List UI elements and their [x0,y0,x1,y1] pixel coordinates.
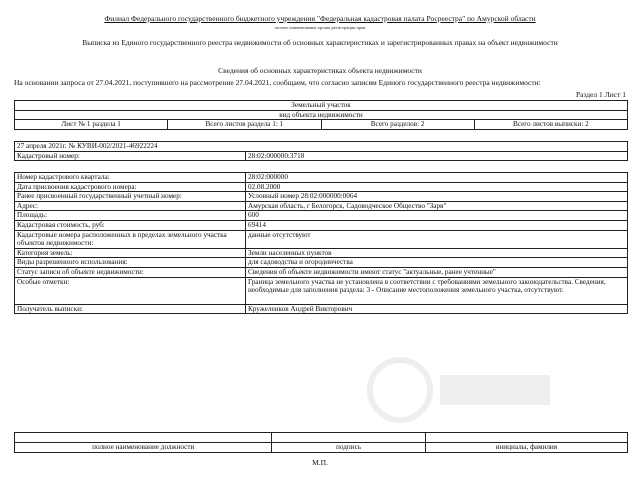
table-row [15,304,628,314]
row-label: Особые отметки: [15,277,246,304]
signature-position-blank [15,433,272,443]
row-value: 28:02:000000 [246,173,628,183]
organization-name: Филиал Федерального государственного бюджетного учреждения "Федеральная кадастровая палата Росреестра" по Амурской области [104,14,536,23]
signature-caption: подпись [272,443,425,453]
row-label: Кадастровые номера расположенных в пределах земельного участка объектов недвижимости: [15,230,246,248]
row-value: Условный номер 28:02:000000:0064 [246,192,628,202]
table-row [15,230,628,248]
row-value: 600 [246,211,628,221]
row-label: Номер кадастрового квартала: [15,173,246,183]
row-value: Амурская область, г Белогорск, Садоводческое Общество "Заря" [246,201,628,211]
row-label: Категория земель: [15,248,246,258]
position-caption: полное наименование должности [15,443,272,453]
request-basis: На основании запроса от 27.04.2021, поступившего на рассмотрение 27.04.2021, сообщаем, что согласно записям Единого государственного реестра недвижимости: [14,78,541,87]
extract-info-table [14,141,628,161]
organization-caption: полное наименование органа регистрации прав [274,25,366,30]
table-row [15,277,628,304]
row-value: данные отсутствуют [246,230,628,248]
row-label: Кадастровая стоимость, руб: [15,220,246,230]
table-row [15,211,628,221]
table-row [15,173,628,183]
row-label: Площадь: [15,211,246,221]
row-label: Статус записи об объекте недвижимости: [15,267,246,277]
sheet-number: Лист № 1 раздела 1 [15,120,168,130]
table-row [15,192,628,202]
extract-date-number: 27 апреля 2021г. № КУВИ-002/2021-46922224 [15,142,628,152]
table-row [15,182,628,192]
object-type-table [14,100,628,130]
seal-place: М.П. [312,458,328,467]
row-label: Адрес: [15,201,246,211]
row-label: Ранее присвоенный государственный учетный номер: [15,192,246,202]
document-title: Выписка из Единого государственного реестра недвижимости об основных характеристиках и зарегистрированных правах на объект недвижимости [82,38,558,47]
table-row [15,258,628,268]
section-reference: Раздел 1 Лист 1 [575,90,626,99]
document-subtitle: Сведения об основных характеристиках объекта недвижимости [218,66,422,75]
row-value: Земли населенных пунктов [246,248,628,258]
row-value: для садоводства и огородничества [246,258,628,268]
object-type: Земельный участок [15,101,628,111]
row-label: Виды разрешенного использования: [15,258,246,268]
row-label: Дата присвоения кадастрового номера: [15,182,246,192]
row-value: 02.08.2000 [246,182,628,192]
row-label: Получатель выписки: [15,304,246,314]
table-row [15,201,628,211]
table-row [15,220,628,230]
cadastral-number-label: Кадастровый номер: [15,151,246,161]
table-row [15,248,628,258]
row-value: Кружеленков Андрей Викторович [246,304,628,314]
cadastral-number-value: 28:02:000000:3718 [246,151,628,161]
total-sections: Всего разделов: 2 [321,120,474,130]
table-row [15,267,628,277]
watermark-logo [360,330,560,460]
row-value: Сведения об объекте недвижимости имеют статус "актуальные, ранее учтенные" [246,267,628,277]
object-type-caption: вид объекта недвижимости [15,110,628,120]
total-sheets-section: Всего листов раздела 1: 1 [168,120,321,130]
total-sheets-extract: Всего листов выписки: 2 [474,120,627,130]
row-value: 69414 [246,220,628,230]
row-value: Граница земельного участка не установлена в соответствии с требованиями земельного законодательства. Сведения, необходимые для заполнения раздела: 3 - Описание местоположения земельного участка, отсутствуют. [246,277,628,304]
characteristics-table [14,172,628,314]
name-caption: инициалы, фамилия [425,443,627,453]
